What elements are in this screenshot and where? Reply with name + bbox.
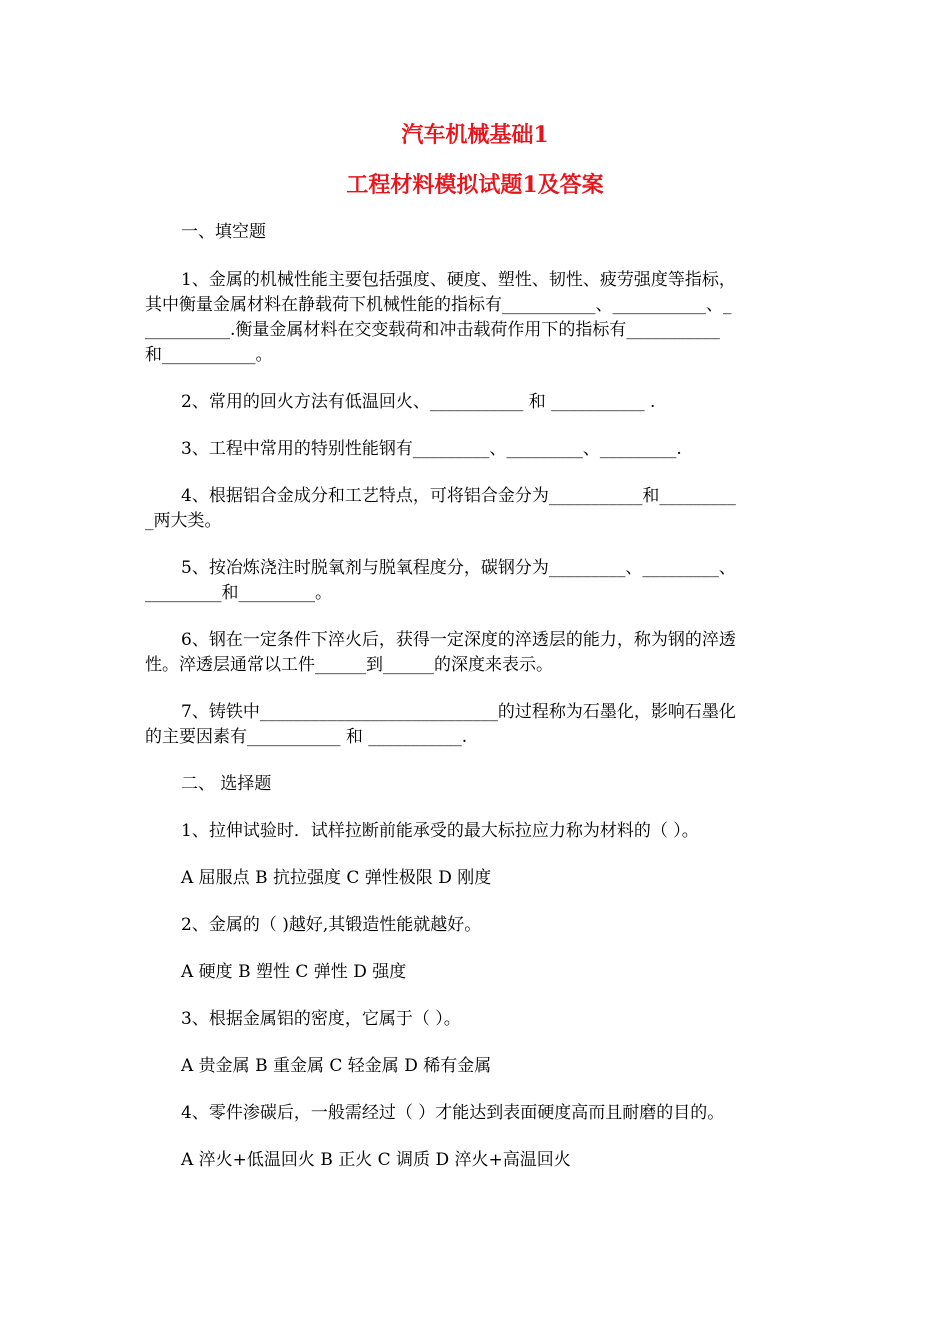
choice-question-3: 3、根据金属铝的密度，它属于（ ）。 — [181, 1009, 461, 1029]
question-4-line-2: _两大类。 — [145, 511, 222, 531]
document-title: 汽车机械基础1 — [401, 122, 549, 148]
section-heading-fill-blank: 一、填空题 — [181, 222, 266, 242]
document-subtitle: 工程材料模拟试题1及答案 — [346, 172, 604, 198]
question-6-line-1: 6、钢在一定条件下淬火后，获得一定深度的淬透层的能力，称为钢的淬透 — [181, 630, 736, 650]
choice-question-3-options: A 贵金属 B 重金属 C 轻金属 D 稀有金属 — [181, 1056, 492, 1076]
question-5-line-2: _________和_________。 — [145, 583, 332, 603]
question-1-line-1: 1、金属的机械性能主要包括强度、硬度、塑性、韧性、疲劳强度等指标， — [181, 270, 736, 290]
question-6-line-2: 性。淬透层通常以工件______到______的深度来表示。 — [145, 655, 553, 675]
question-7-line-2: 的主要因素有___________ 和 ___________. — [145, 727, 468, 747]
question-2: 2、常用的回火方法有低温回火、___________ 和 ___________ . — [181, 392, 656, 412]
question-1-line-2: 其中衡量金属材料在静载荷下机械性能的指标有___________、___________、_ — [145, 295, 732, 315]
section-heading-multiple-choice: 二、 选择题 — [181, 774, 272, 794]
choice-question-1: 1、拉伸试验时．试样拉断前能承受的最大标拉应力称为材料的（ ）。 — [181, 821, 699, 841]
choice-question-2-options: A 硬度 B 塑性 C 弹性 D 强度 — [181, 962, 407, 982]
choice-question-1-options: A 屈服点 B 抗拉强度 C 弹性极限 D 刚度 — [181, 868, 492, 888]
question-4-line-1: 4、根据铝合金成分和工艺特点，可将铝合金分为___________和_________ — [181, 486, 736, 506]
choice-question-4: 4、零件渗碳后，一般需经过（ ）才能达到表面硬度高而且耐磨的目的。 — [181, 1103, 725, 1123]
question-3: 3、工程中常用的特别性能钢有_________、_________、_________. — [181, 439, 682, 459]
choice-question-4-options: A 淬火+低温回火 B 正火 C 调质 D 淬火+高温回火 — [181, 1150, 571, 1170]
question-1-line-4: 和___________。 — [145, 345, 273, 365]
question-5-line-1: 5、按冶炼浇注时脱氧剂与脱氧程度分，碳钢分为_________、_________、 — [181, 558, 736, 578]
question-7-line-1: 7、铸铁中____________________________的过程称为石墨化，影响石墨化 — [181, 702, 736, 722]
choice-question-2: 2、金属的（ )越好,其锻造性能就越好。 — [181, 915, 482, 935]
question-1-line-3: __________.衡量金属材料在交变载荷和冲击载荷作用下的指标有___________ — [145, 320, 720, 340]
